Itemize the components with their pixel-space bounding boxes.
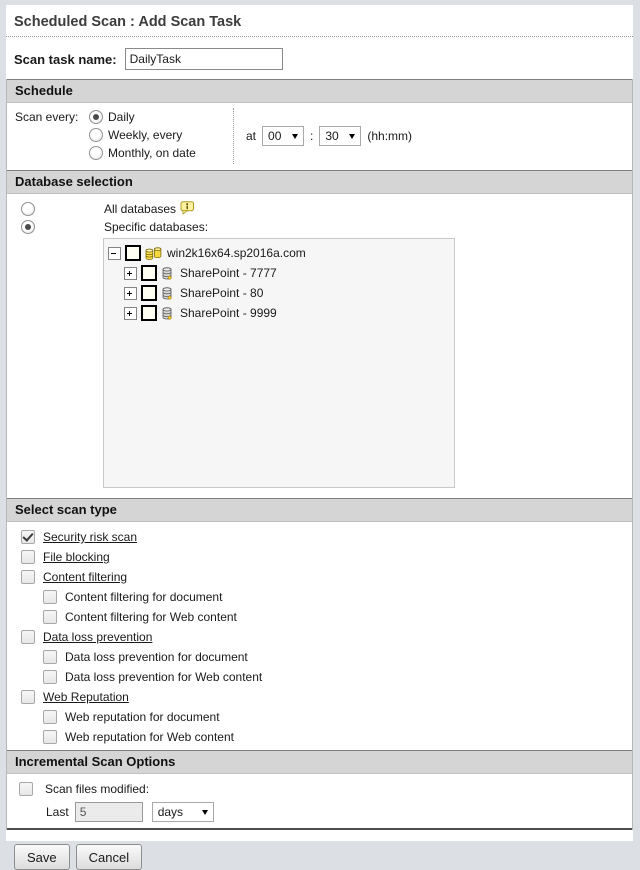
chevron-down-icon: [349, 134, 355, 139]
cf-web-checkbox[interactable]: [43, 610, 57, 624]
scan-type-section: [6, 498, 633, 750]
chevron-down-icon: [292, 134, 298, 139]
specific-databases-row: [7, 218, 632, 236]
scan-type-row-cf-document: [7, 587, 632, 607]
cancel-button[interactable]: Cancel: [76, 844, 142, 870]
expand-icon[interactable]: [124, 307, 137, 320]
security-risk-link[interactable]: Security risk scan: [43, 530, 138, 544]
scan-type-header: Select scan type: [7, 498, 632, 522]
database-gray-icon: [161, 306, 175, 321]
schedule-header: Schedule: [7, 79, 632, 103]
scan-type-row-content-filtering: [7, 567, 632, 587]
scan-type-row-cf-web: [7, 607, 632, 627]
expand-icon[interactable]: [124, 287, 137, 300]
dlp-web-checkbox[interactable]: [43, 670, 57, 684]
scan-files-modified-row: [7, 779, 632, 799]
tree-root-checkbox[interactable]: [125, 245, 141, 261]
save-button[interactable]: Save: [14, 844, 70, 870]
specific-databases-radio[interactable]: [21, 220, 35, 234]
incremental-section: [6, 750, 633, 830]
content-filtering-checkbox[interactable]: [21, 570, 35, 584]
tree-child-checkbox[interactable]: [141, 305, 157, 321]
dlp-document-checkbox[interactable]: [43, 650, 57, 664]
database-selection-header: Database selection: [7, 170, 632, 194]
radio-weekly[interactable]: [89, 126, 233, 144]
wr-web-label: Web reputation for Web content: [65, 730, 234, 744]
radio-monthly-label: Monthly, on date: [108, 146, 196, 160]
scan-type-row-wr-web: [7, 727, 632, 747]
schedule-section: [6, 79, 633, 170]
tree-child-row: [124, 304, 450, 322]
unit-select[interactable]: [152, 802, 214, 822]
scan-type-row-file-blocking: [7, 547, 632, 567]
cf-document-label: Content filtering for document: [65, 590, 223, 604]
time-at-label: at: [246, 129, 257, 143]
radio-monthly-control[interactable]: [89, 146, 103, 160]
incremental-body: [7, 774, 632, 830]
database-selection-section: [6, 170, 633, 498]
task-name-input[interactable]: [125, 48, 283, 70]
dlp-document-label: Data loss prevention for document: [65, 650, 248, 664]
scan-type-row-web-reputation: [7, 687, 632, 707]
time-colon: :: [310, 129, 314, 143]
hour-select[interactable]: [262, 126, 304, 146]
scheduled-scan-form: [6, 5, 633, 865]
scan-type-row-security-risk: [7, 527, 632, 547]
task-name-label: Scan task name:: [14, 51, 117, 67]
scan-files-modified-label: Scan files modified:: [45, 782, 150, 796]
radio-daily[interactable]: [89, 108, 233, 126]
file-blocking-link[interactable]: File blocking: [43, 550, 110, 564]
tree-child-row: [124, 284, 450, 302]
unit-value: days: [157, 805, 184, 819]
schedule-body: [7, 103, 632, 170]
database-selection-body: [7, 194, 632, 498]
radio-weekly-label: Weekly, every: [108, 128, 183, 142]
tree-root-row: [108, 244, 450, 262]
tree-child-label[interactable]: SharePoint - 80: [180, 286, 264, 300]
button-bar: [14, 844, 633, 870]
radio-daily-control[interactable]: [89, 110, 103, 124]
tree-child-label[interactable]: SharePoint - 9999: [180, 306, 277, 320]
tree-child-checkbox[interactable]: [141, 265, 157, 281]
minute-select[interactable]: [319, 126, 361, 146]
time-format-hint: (hh:mm): [367, 129, 413, 143]
cf-web-label: Content filtering for Web content: [65, 610, 237, 624]
database-gray-icon: [161, 266, 175, 281]
specific-databases-label: Specific databases:: [104, 220, 209, 234]
tree-child-row: [124, 264, 450, 282]
scan-type-row-dlp-web: [7, 667, 632, 687]
radio-weekly-control[interactable]: [89, 128, 103, 142]
scan-type-row-dlp: [7, 627, 632, 647]
scan-type-row-wr-document: [7, 707, 632, 727]
wr-document-checkbox[interactable]: [43, 710, 57, 724]
wr-web-checkbox[interactable]: [43, 730, 57, 744]
security-risk-checkbox[interactable]: [21, 530, 35, 544]
all-databases-label: All databases: [104, 202, 177, 216]
database-stack-yellow-icon: [145, 246, 162, 261]
dlp-checkbox[interactable]: [21, 630, 35, 644]
all-databases-row: [7, 200, 632, 218]
all-databases-radio[interactable]: [21, 202, 35, 216]
radio-daily-label: Daily: [108, 110, 135, 124]
tree-root-label[interactable]: win2k16x64.sp2016a.com: [167, 246, 306, 260]
database-tree: [103, 238, 455, 488]
wr-document-label: Web reputation for document: [65, 710, 220, 724]
dlp-web-label: Data loss prevention for Web content: [65, 670, 263, 684]
expand-icon[interactable]: [124, 267, 137, 280]
info-balloon-icon[interactable]: [180, 201, 195, 218]
cf-document-checkbox[interactable]: [43, 590, 57, 604]
radio-monthly[interactable]: [89, 144, 233, 162]
tree-child-label[interactable]: SharePoint - 7777: [180, 266, 277, 280]
database-gray-icon: [161, 286, 175, 301]
last-label: Last: [46, 805, 69, 819]
minute-value: 30: [325, 129, 339, 143]
scan-type-body: [7, 522, 632, 750]
page-title: Scheduled Scan : Add Scan Task: [14, 14, 242, 30]
dlp-link[interactable]: Data loss prevention: [43, 630, 153, 644]
last-value-input[interactable]: [75, 802, 143, 822]
hour-value: 00: [268, 129, 282, 143]
scan-type-row-dlp-document: [7, 647, 632, 667]
file-blocking-checkbox[interactable]: [21, 550, 35, 564]
schedule-time-area: [234, 108, 412, 164]
web-reputation-link[interactable]: Web Reputation: [43, 690, 129, 704]
tree-child-checkbox[interactable]: [141, 285, 157, 301]
last-days-row: [7, 800, 632, 824]
scan-files-modified-checkbox[interactable]: [19, 782, 33, 796]
incremental-header: Incremental Scan Options: [7, 750, 632, 774]
chevron-down-icon: [202, 810, 208, 815]
collapse-icon[interactable]: [108, 247, 121, 260]
task-name-row: [6, 37, 633, 79]
schedule-frequency-group: [89, 108, 233, 164]
scan-every-label: Scan every:: [15, 110, 79, 124]
web-reputation-checkbox[interactable]: [21, 690, 35, 704]
content-filtering-link[interactable]: Content filtering: [43, 570, 128, 584]
